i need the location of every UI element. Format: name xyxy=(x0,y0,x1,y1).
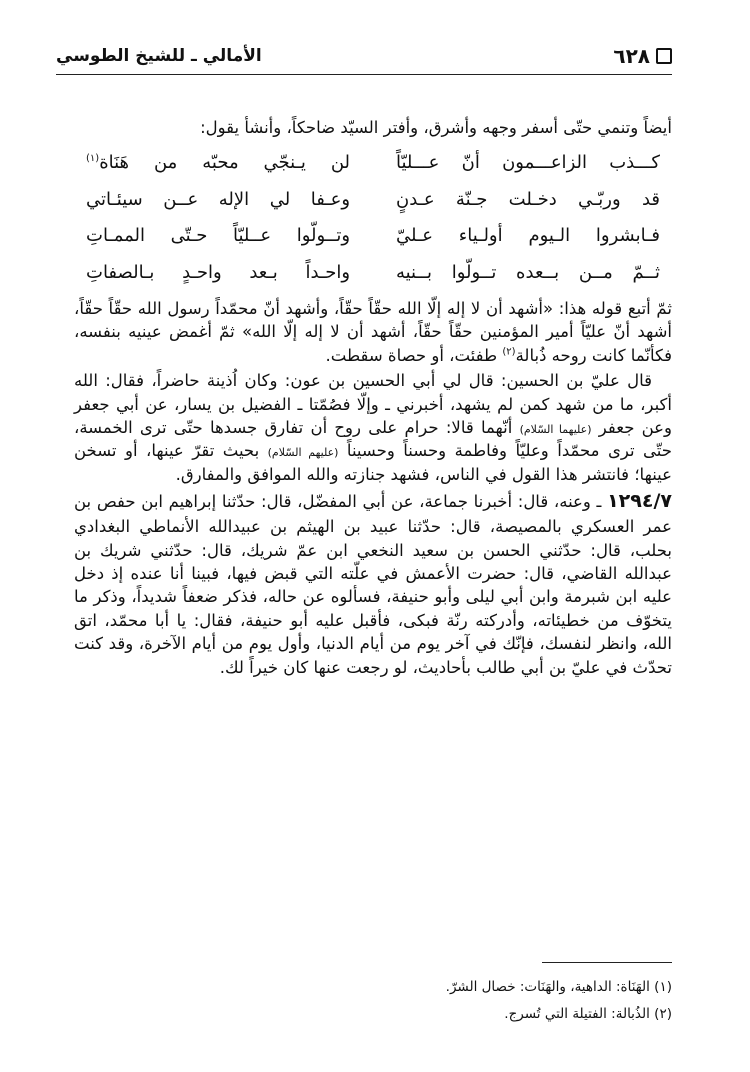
intro-paragraph: أيضاً وتنمي حتّى أسفر وجهه وأشرق، وأفتر السيّد ضاحكاً، وأنشأ يقول: xyxy=(200,118,672,137)
poem-verse xyxy=(86,255,660,291)
square-box-icon xyxy=(656,48,672,64)
poem-verse xyxy=(86,145,660,181)
paragraph-text: قال عليّ بن الحسين: قال لي أبي الحسين بن عون: وكان اُذينة حاضراً، فقال: الله أكبر، ما من شهد كمن لم يشهد، أخبرني ـ وإلّا فصُمّتا ـ الفضيل بن يسار، عن أبي جعفر وعن جعفر xyxy=(74,371,673,437)
verse-second-hemistich: وتــولّوا عــليّاً حـتّى الممـاتِ xyxy=(86,225,351,247)
poem-verse xyxy=(86,182,660,218)
paragraph-text: أنّهما قالا: حرام على روح أن تفارق جسدها حتّى ترى الخمسة، حتّى ترى محمّداً وعليّاً وفاطمة وحسناً وحسيناً xyxy=(74,417,672,461)
main-text xyxy=(74,116,672,681)
honorific: (عليهم السّلام) xyxy=(267,446,339,460)
page-number xyxy=(613,44,672,68)
paragraph-text: ثمّ أتبع قوله هذا: «أشهد أن لا إله إلّا الله حقّاً حقّاً، وأشهد أنّ محمّداً رسول الله حقّاً حقّاً، أشهد أنّ عليّاً أمير المؤمنين حقّاً حقّاً، أشهد أن لا إله إلّا الله» ثمّ أغمض عينيه بنفسه، فكأنّما كانت روحه ذُبالة xyxy=(74,298,672,365)
page-header xyxy=(56,42,672,75)
hadith-number: ١٢٩٤/٧ xyxy=(607,490,672,513)
running-title: الأمالي ـ للشيخ الطوسي xyxy=(56,46,262,66)
paragraph-text: ـ وعنه، قال: أخبرنا جماعة، عن أبي المفضّل، قال: حدّثنا إبراهيم ابن حفص بن عمر العسكري بالمصيصة، قال: حدّثنا عبيد بن الهيثم بن عبيدالله الأنماطي البغدادي بحلب، قال: حدّثني الحسن بن سعيد النخعي ابن عمّ شريك، قال: حدّثني شريك بن عبدالله القاضي، قال: حضرت الأعمش في علّته التي قبض فيها، فبينا أنا عنده إذ دخل عليه ابن شبرمة وابن أبي ليلى وأبو حنيفة، فسألوه عن حاله، فذكر ضعفاً شديداً، وذكر ما يتخوّف من خطيئاته، وأدركته رنّة فبكى، فأقبل عليه أبو حنيفة، فقال: يا أبا محمّد، اتق الله، وانظر لنفسك، فإنّك في آخر يوم من أيام الدنيا، وأول يوم من أيام الآخرة، وقد كنت تحدّث في عليّ بن أبي طالب بأحاديث، لو رجعت عنها كان خيراً لك. xyxy=(74,492,672,677)
footnotes xyxy=(74,974,672,1028)
footnote-ref-1: (١) xyxy=(86,153,100,165)
footnote-ref-2: (٢) xyxy=(502,346,516,358)
footnote-divider xyxy=(542,962,672,963)
verse-first-hemistich: ثــمّ مــن بــعده تــولّوا بــنيه xyxy=(395,261,660,283)
honorific: (عليهما السّلام) xyxy=(519,422,592,436)
verse-second-hemistich: وعـفا لي الإله عــن سيئـاتي xyxy=(86,188,351,210)
page-number-text: ٦٢٨ xyxy=(613,44,650,68)
verse-first-hemistich: كـــذب الزاعـــمون أنّ عـــليّاً xyxy=(395,152,660,174)
poem xyxy=(74,145,672,290)
poem-verse xyxy=(86,218,660,254)
hemistich-text: لن يـنجّي محبّه من هَنَاة xyxy=(99,152,351,174)
hadith-paragraph xyxy=(74,488,672,679)
verse-second-hemistich xyxy=(86,145,350,181)
verse-first-hemistich: قد وربّـي دخـلت جـنّة عـدنٍ xyxy=(395,188,660,210)
footnote-2: (٢) الذُبالة: الفتيلة التي تُسرج. xyxy=(504,1006,672,1022)
verse-first-hemistich: فـابشروا الـيوم أولـياء عـليّ xyxy=(395,225,660,247)
paragraph-text: طفئت، أو حصاة سقطت. xyxy=(325,345,503,365)
verse-second-hemistich: واحـداً بـعد واحـدٍ بـالصفاتِ xyxy=(86,261,351,283)
paragraph-after-poem xyxy=(74,297,672,367)
paragraph-ali-bin-husayn xyxy=(74,369,672,486)
footnote-1: (١) الهَنَاة: الداهية، والهَنَات: خصال الشرّ. xyxy=(445,979,672,995)
paragraph-text: بحيث تقرّ عينها، أو تسخن عينها؛ فانتشر هذا القول في الناس، فشهد جنازته والله الموافق والمفارق. xyxy=(74,441,672,484)
